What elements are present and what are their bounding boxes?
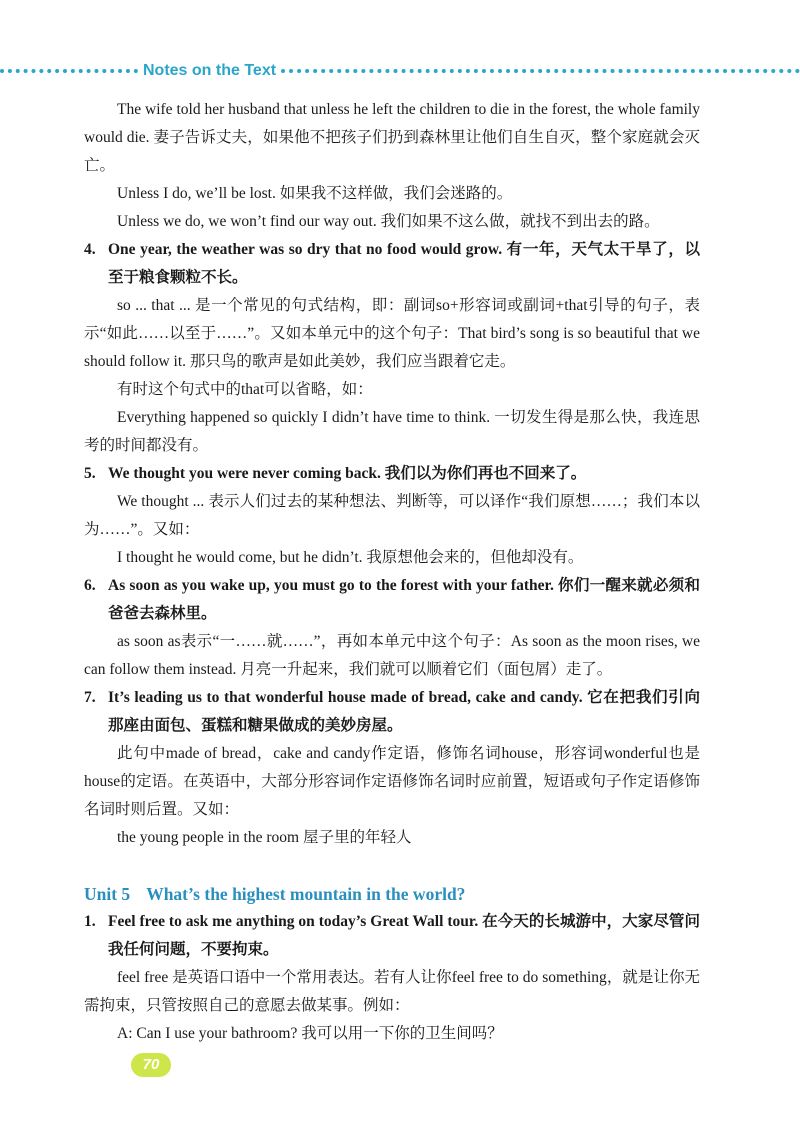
- note-title: We thought you were never coming back. 我们以为你们再也不回来了。: [108, 465, 587, 482]
- note-body: as soon as表示“一……就……”，再如本单元中这个句子：As soon as the moon rises, we can follow them instead. 月亮一升起来，我们就可以顺着它们（面包屑）走了。: [84, 633, 700, 678]
- note-body: We thought ... 表示人们过去的某种想法、判断等，可以译作“我们原想……；我们本以为……”。又如：: [84, 493, 700, 538]
- section-title: Notes on the Text: [143, 62, 277, 79]
- note-title: Feel free to ask me anything on today’s Great Wall tour. 在今天的长城游中，大家尽管问我任何问题，不要拘束。: [108, 913, 700, 958]
- unit-note-heading-1: [84, 908, 700, 964]
- note-heading-5: [84, 460, 700, 488]
- note-title: It’s leading us to that wonderful house made of bread, cake and candy. 它在把我们引向那座由面包、蛋糕和糖果做成的美妙房屋。: [108, 689, 700, 734]
- dotted-rule-right: [281, 69, 800, 73]
- note-body: 有时这个句式中的that可以省略，如：: [117, 381, 373, 398]
- note-body: Everything happened so quickly I didn’t have time to think. 一切发生得是那么快，我连思考的时间都没有。: [84, 409, 700, 454]
- note-body: I thought he would come, but he didn’t. 我原想他会来的，但他却没有。: [117, 549, 584, 566]
- note-number: 5.: [84, 465, 96, 482]
- section-header: [0, 60, 800, 82]
- note-body: the young people in the room 屋子里的年轻人: [117, 829, 412, 846]
- note-title: One year, the weather was so dry that no food would grow. 有一年，天气太干旱了，以至于粮食颗粒不长。: [108, 241, 700, 286]
- note-number: 7.: [84, 689, 96, 706]
- paragraph: The wife told her husband that unless he left the children to die in the forest, the whole family would die. 妻子告诉丈夫，如果他不把孩子们扔到森林里让他们自生自灭，整个家庭就会灭亡。: [84, 101, 700, 174]
- paragraph: Unless we do, we won’t find our way out. 我们如果不这么做，就找不到出去的路。: [117, 213, 660, 230]
- note-title: As soon as you wake up, you must go to the forest with your father. 你们一醒来就必须和爸爸去森林里。: [108, 577, 700, 622]
- unit-name: What’s the highest mountain in the world?: [146, 884, 466, 904]
- notes-content: [84, 96, 700, 1048]
- note-number: 6.: [84, 577, 96, 594]
- note-body: feel free 是英语口语中一个常用表达。若有人让你feel free to do something，就是让你无需拘束，只管按照自己的意愿去做某事。例如：: [84, 969, 700, 1014]
- note-number: 4.: [84, 241, 96, 258]
- note-heading-7: [84, 684, 700, 740]
- note-body: 此句中made of bread，cake and candy作定语，修饰名词house，形容词wonderful也是house的定语。在英语中，大部分形容词作定语修饰名词时应前置，短语或句子作定语修饰名词时则后置。又如：: [84, 745, 700, 818]
- note-number: 1.: [84, 913, 96, 930]
- page-number-badge: 70: [131, 1053, 171, 1077]
- paragraph: Unless I do, we’ll be lost. 如果我不这样做，我们会迷路的。: [117, 185, 513, 202]
- note-body: so ... that ... 是一个常见的句式结构，即：副词so+形容词或副词+that引导的句子，表示“如此……以至于……”。又如本单元中的这个句子：That bird’s song is so beautiful that we should follow it. 那只鸟的歌声是如此美妙，我们应当跟着它走。: [84, 297, 700, 370]
- note-body: A: Can I use your bathroom? 我可以用一下你的卫生间吗？: [117, 1025, 503, 1042]
- unit-label: Unit 5: [84, 884, 131, 904]
- note-heading-6: [84, 572, 700, 628]
- dotted-rule-left: [0, 69, 138, 73]
- note-heading-4: [84, 236, 700, 292]
- unit-heading: [84, 880, 700, 908]
